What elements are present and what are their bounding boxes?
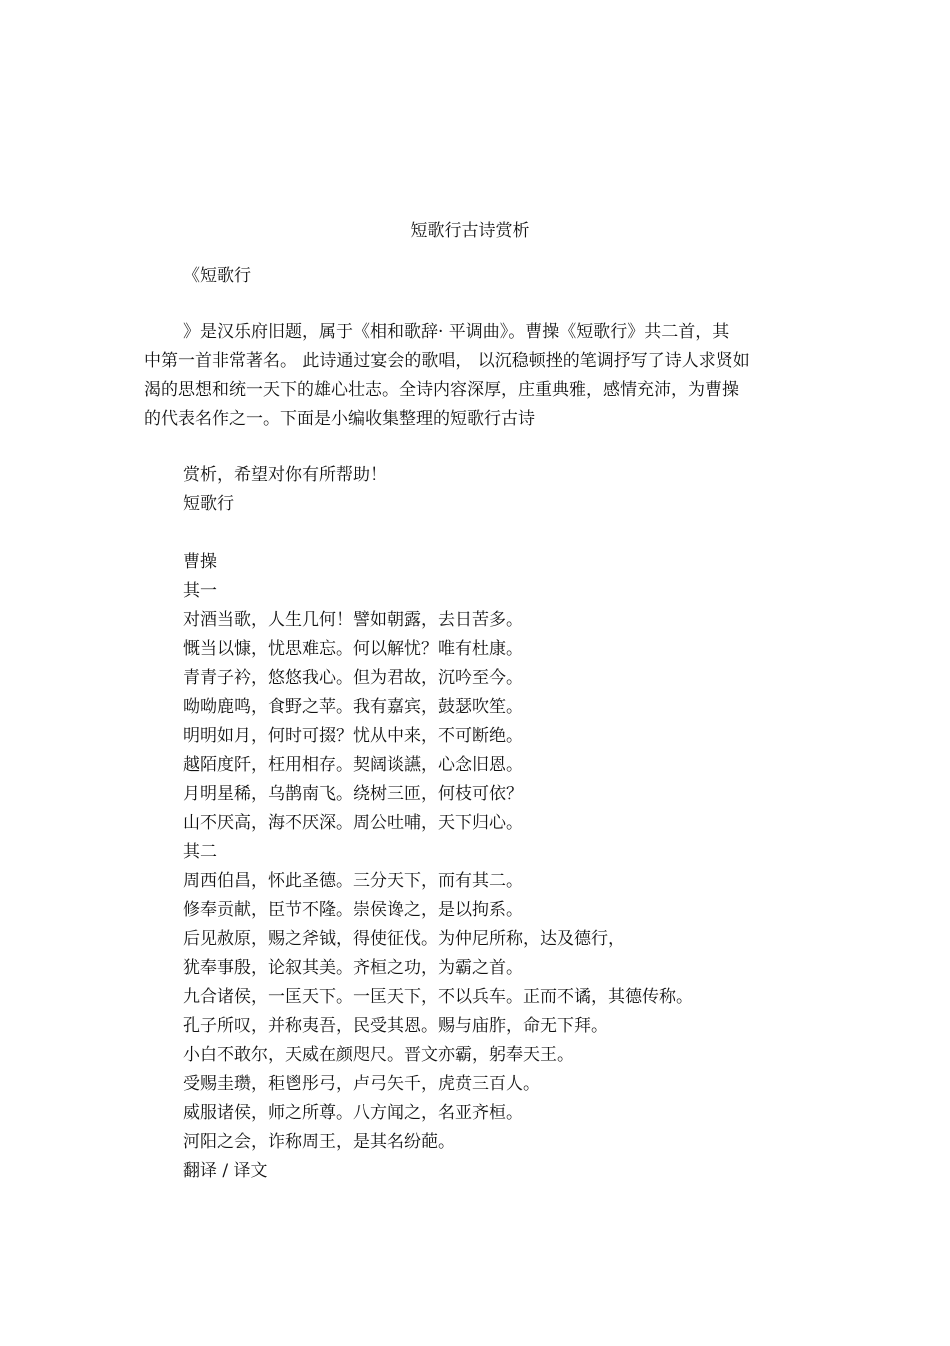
poem-line: 后见赦原，赐之斧钺，得使征伐。为仲尼所称，达及德行， bbox=[183, 929, 625, 949]
intro-paragraph-line: 》是汉乐府旧题，属于《相和歌辞· 平调曲》。曹操《短歌行》共二首，其 bbox=[183, 322, 730, 342]
poem-part1-label: 其一 bbox=[183, 581, 217, 601]
intro-paragraph-line: 渴的思想和统一天下的雄心壮志。全诗内容深厚，庄重典雅，感情充沛，为曹操 bbox=[144, 380, 739, 400]
translation-heading: 翻译 / 译文 bbox=[183, 1161, 268, 1181]
poem-line: 河阳之会，诈称周王，是其名纷葩。 bbox=[183, 1132, 455, 1152]
intro-closing: 赏析，希望对你有所帮助！ bbox=[183, 465, 387, 485]
poem-part2-label: 其二 bbox=[183, 842, 217, 862]
poem-author: 曹操 bbox=[183, 552, 217, 572]
poem-line: 孔子所叹，并称夷吾，民受其恩。赐与庙胙，命无下拜。 bbox=[183, 1016, 608, 1036]
poem-line: 明明如月，何时可掇？忧从中来，不可断绝。 bbox=[183, 726, 523, 746]
poem-line: 周西伯昌，怀此圣德。三分天下，而有其二。 bbox=[183, 871, 523, 891]
poem-line: 犹奉事殷，论叙其美。齐桓之功，为霸之首。 bbox=[183, 958, 523, 978]
page-title: 短歌行古诗赏析 bbox=[410, 221, 530, 241]
poem-line: 威服诸侯，师之所尊。八方闻之，名亚齐桓。 bbox=[183, 1103, 523, 1123]
poem-line: 呦呦鹿鸣，食野之苹。我有嘉宾，鼓瑟吹笙。 bbox=[183, 697, 523, 717]
poem-line: 九合诸侯，一匡天下。一匡天下，不以兵车。正而不谲，其德传称。 bbox=[183, 987, 693, 1007]
intro-heading: 《短歌行 bbox=[183, 266, 251, 286]
poem-name: 短歌行 bbox=[183, 494, 234, 514]
poem-line: 修奉贡献，臣节不隆。崇侯谗之，是以拘系。 bbox=[183, 900, 523, 920]
poem-line: 月明星稀，乌鹊南飞。绕树三匝，何枝可依？ bbox=[183, 784, 523, 804]
poem-line: 对酒当歌，人生几何！譬如朝露，去日苦多。 bbox=[183, 610, 523, 630]
poem-line: 青青子衿，悠悠我心。但为君故，沉吟至今。 bbox=[183, 668, 523, 688]
intro-paragraph-line: 的代表名作之一。下面是小编收集整理的短歌行古诗 bbox=[144, 409, 535, 429]
poem-line: 小白不敢尔，天威在颜咫尺。晋文亦霸，躬奉天王。 bbox=[183, 1045, 574, 1065]
poem-line: 受赐圭瓒，秬鬯彤弓，卢弓矢千，虎贲三百人。 bbox=[183, 1074, 540, 1094]
poem-line: 越陌度阡，枉用相存。契阔谈讌，心念旧恩。 bbox=[183, 755, 523, 775]
intro-paragraph-line: 中第一首非常著名。 此诗通过宴会的歌唱， 以沉稳顿挫的笔调抒写了诗人求贤如 bbox=[144, 351, 750, 371]
poem-line: 慨当以慷，忧思难忘。何以解忧？唯有杜康。 bbox=[183, 639, 523, 659]
poem-line: 山不厌高，海不厌深。周公吐哺，天下归心。 bbox=[183, 813, 523, 833]
